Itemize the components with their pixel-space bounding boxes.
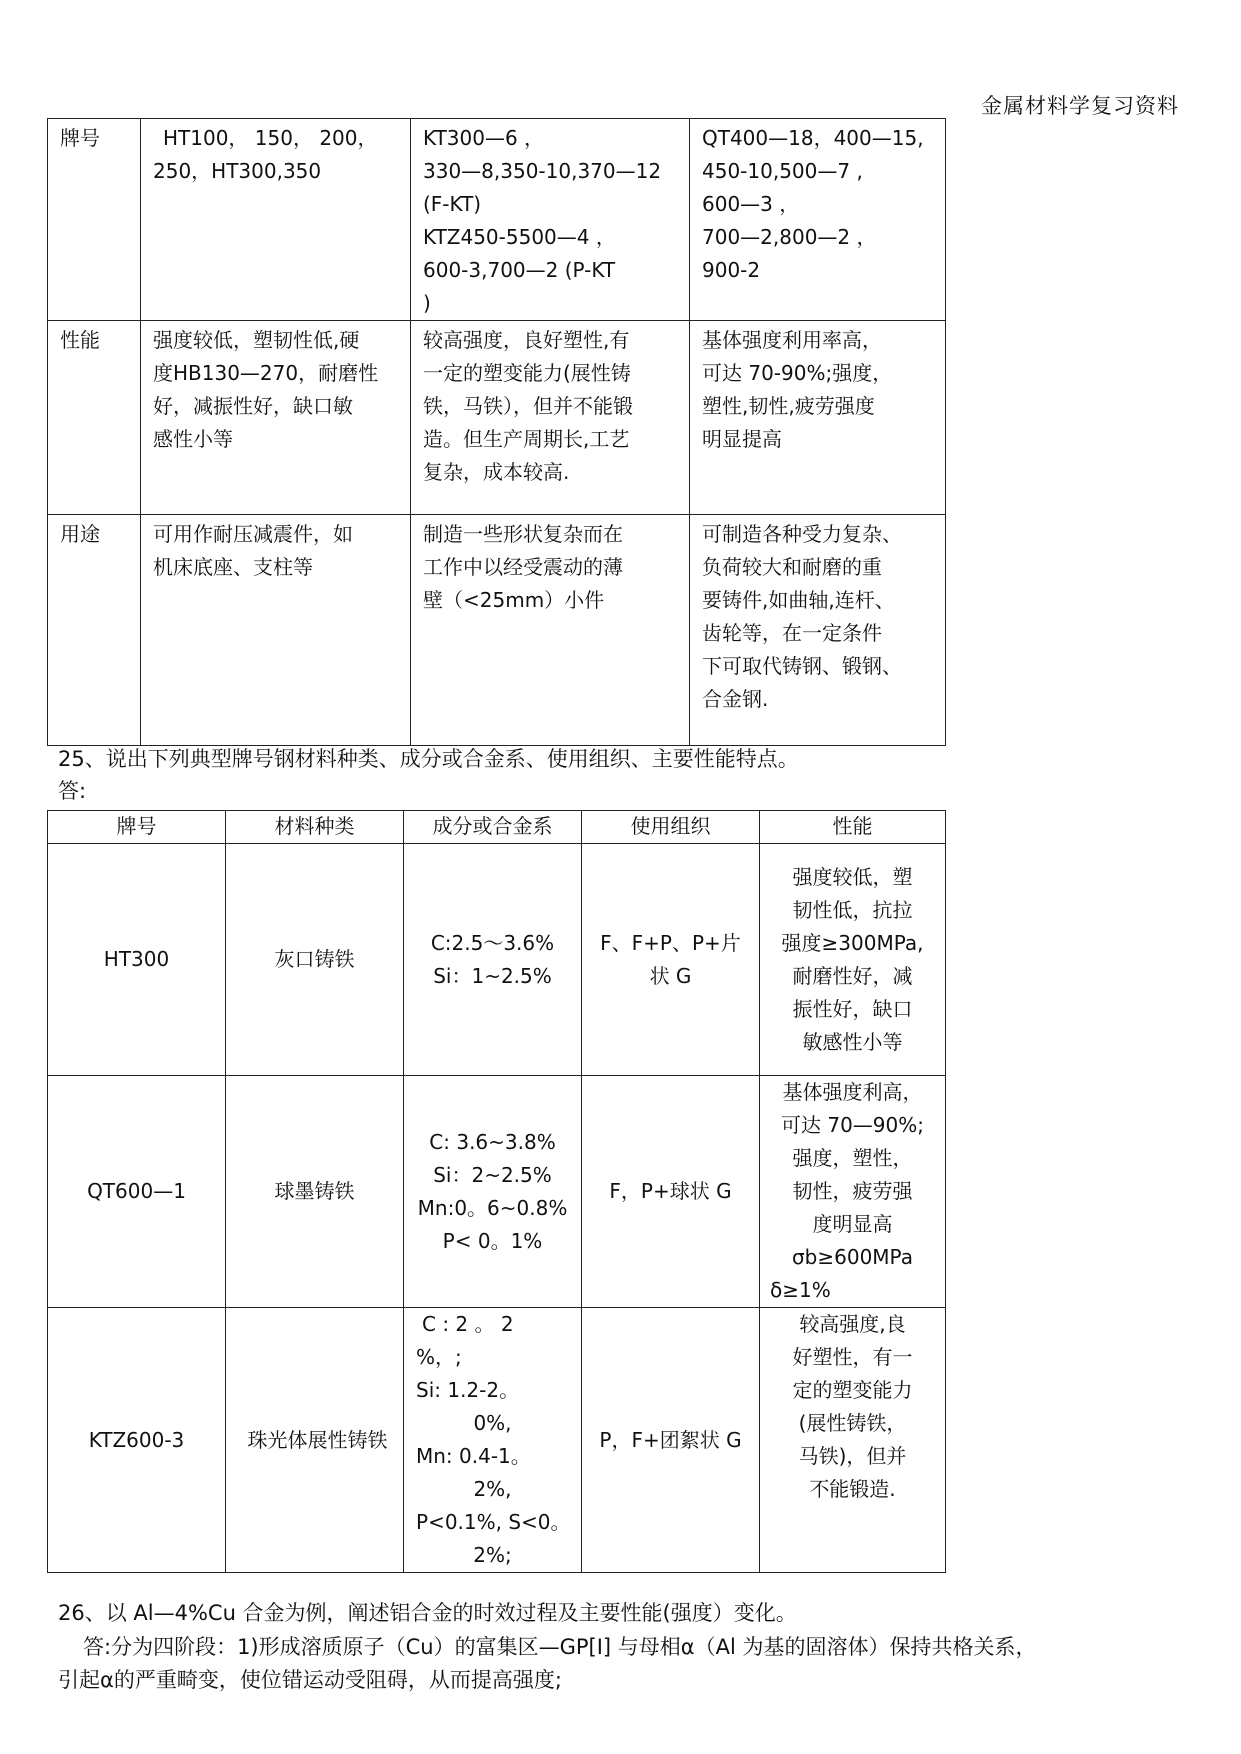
material-kind-cell: 珠光体展性铸铁: [226, 1308, 404, 1573]
cell-ductile-iron-usage: 可制造各种受力复杂、 负荷较大和耐磨的重 要铸件,如曲轴,连杆、 齿轮等，在一定条件 下可取代铸钢、锻钢、 合金钢.: [690, 515, 946, 746]
column-header: 成分或合金系: [404, 811, 582, 844]
column-header: 材料种类: [226, 811, 404, 844]
answer-label: 答:: [58, 779, 87, 803]
answer-26-line-1: 答:分为四阶段：1)形成溶质原子（Cu）的富集区—GP[I] 与母相α（Al 为基的固溶体）保持共格关系，: [83, 1635, 1037, 1659]
performance-cell: 较高强度,良 好塑性，有一 定的塑变能力 (展性铸铁， 马铁)，但并 不能锻造.: [760, 1308, 946, 1573]
material-kind-cell: 球墨铸铁: [226, 1076, 404, 1308]
question-25: 25、说出下列典型牌号钢材料种类、成分或合金系、使用组织、主要性能特点。: [58, 747, 799, 771]
cell-grey-iron-performance: 强度较低，塑韧性低,硬 度HB130—270，耐磨性 好，减振性好，缺口敏 感性小等: [141, 321, 411, 515]
table-row: [48, 844, 946, 1076]
table-header-row: [48, 811, 946, 844]
cell-ductile-iron-performance: 基体强度利用率高， 可达 70-90%;强度， 塑性,韧性,疲劳强度 明显提高: [690, 321, 946, 515]
performance-cell: 基体强度利高， 可达 70—90%; 强度，塑性， 韧性，疲劳强 度明显高 σb≥600MPa δ≥1%: [760, 1076, 946, 1308]
structure-cell: P，F+团絮状 G: [582, 1308, 760, 1573]
cell-malleable-iron-usage: 制造一些形状复杂而在 工作中以经受震动的薄 壁（<25mm）小件: [411, 515, 690, 746]
question-26: 26、以 Al—4%Cu 合金为例，阐述铝合金的时效过程及主要性能(强度）变化。: [58, 1601, 797, 1625]
composition-cell: C : 2 。 2 %，; Si: 1.2-2。 0%, Mn: 0.4-1。 2%, P<0.1%, S<0。 2%;: [404, 1308, 582, 1573]
structure-cell: F，P+球状 G: [582, 1076, 760, 1308]
cell-malleable-iron-grades: KT300—6 ， 330—8,350-10,370—12 (F-KT) KTZ450-5500—4 ， 600-3,700—2 (P-KT ): [411, 119, 690, 321]
cell-grey-iron-grades: HT100， 150， 200， 250，HT300,350: [141, 119, 411, 321]
row-label-usage: 用途: [48, 515, 141, 746]
composition-cell: C:2.5～3.6% Si：1~2.5%: [404, 844, 582, 1076]
cell-ductile-iron-grades: QT400—18，400—15, 450-10,500—7 , 600—3 ， 700—2,800—2 ， 900-2: [690, 119, 946, 321]
column-header: 牌号: [48, 811, 226, 844]
table-row: [48, 515, 946, 746]
cast-iron-comparison-table: [47, 118, 946, 746]
performance-cell: 强度较低，塑 韧性低，抗拉 强度≥300MPa, 耐磨性好，减 振性好，缺口 敏感性小等: [760, 844, 946, 1076]
cell-grey-iron-usage: 可用作耐压减震件，如 机床底座、支柱等: [141, 515, 411, 746]
grade-cell: HT300: [48, 844, 226, 1076]
composition-cell: C: 3.6~3.8% Si：2~2.5% Mn:0。6~0.8% P< 0。1%: [404, 1076, 582, 1308]
typical-grades-table: [47, 810, 946, 1573]
table-row: [48, 1308, 946, 1573]
material-kind-cell: 灰口铸铁: [226, 844, 404, 1076]
table-row: [48, 321, 946, 515]
page-header: 金属材料学复习资料: [981, 94, 1179, 118]
answer-26-line-2: 引起α的严重畸变，使位错运动受阻碍，从而提高强度;: [58, 1668, 562, 1692]
table-row: [48, 1076, 946, 1308]
row-label-performance: 性能: [48, 321, 141, 515]
table-row: [48, 119, 946, 321]
grade-cell: KTZ600-3: [48, 1308, 226, 1573]
grade-cell: QT600—1: [48, 1076, 226, 1308]
column-header: 使用组织: [582, 811, 760, 844]
row-label-grade: 牌号: [48, 119, 141, 321]
column-header: 性能: [760, 811, 946, 844]
cell-malleable-iron-performance: 较高强度，良好塑性,有 一定的塑变能力(展性铸 铁，马铁），但并不能锻 造。但生产周期长,工艺 复杂，成本较高.: [411, 321, 690, 515]
structure-cell: F、F+P、P+片 状 G: [582, 844, 760, 1076]
